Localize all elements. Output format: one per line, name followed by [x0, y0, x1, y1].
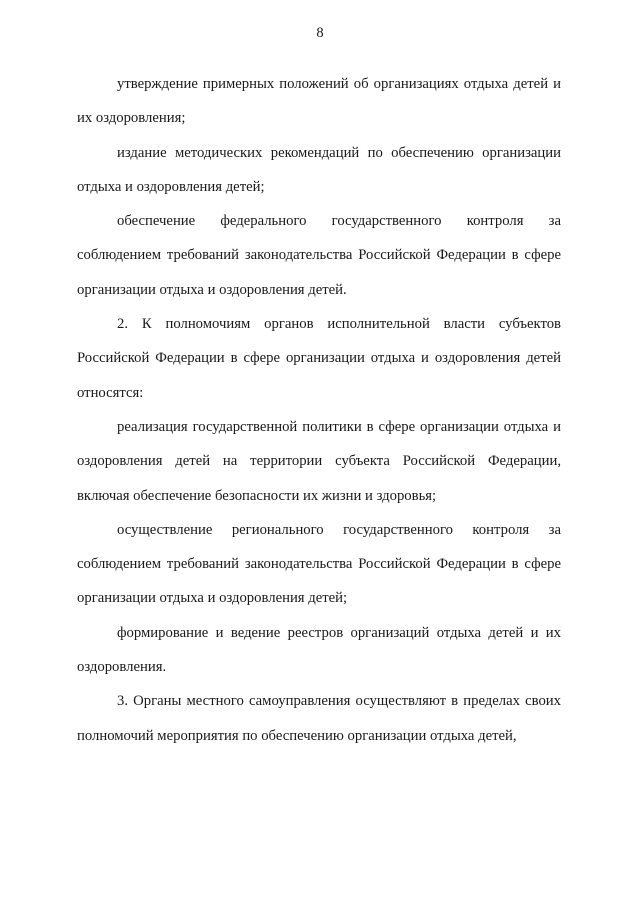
paragraph-state-policy: реализация государственной политики в сфере организации отдыха и оздоровления детей на территории субъекта Российской Федерации, включая обеспечение безопасности их жизни и здоровья;	[77, 418, 561, 504]
page-number: 8	[316, 25, 324, 41]
paragraph-approve-regulations: утверждение примерных положений об организациях отдыха детей и их оздоровления;	[77, 76, 561, 127]
paragraph-regional-control: осуществление регионального государственного контроля за соблюдением требований законодательства Российской Федерации в сфере организации отдыха и оздоровления детей;	[77, 521, 561, 607]
paragraph-registries: формирование и ведение реестров организаций отдыха детей и их оздоровления.	[77, 624, 561, 676]
paragraph-regional-powers: 2. К полномочиям органов исполнительной власти субъектов Российской Федерации в сфере организации отдыха и оздоровления детей относятся:	[77, 316, 561, 401]
paragraph-federal-control: обеспечение федерального государственного контроля за соблюдением требований законодательства Российской Федерации в сфере организации отдыха и оздоровления детей.	[77, 213, 561, 298]
paragraph-method-recommendations: издание методических рекомендаций по обеспечению организации отдыха и оздоровления детей;	[77, 144, 561, 195]
document-body	[77, 67, 561, 753]
paragraph-local-government: 3. Органы местного самоуправления осуществляют в пределах своих полномочий мероприятия по обеспечению организации отдыха детей,	[77, 693, 561, 744]
